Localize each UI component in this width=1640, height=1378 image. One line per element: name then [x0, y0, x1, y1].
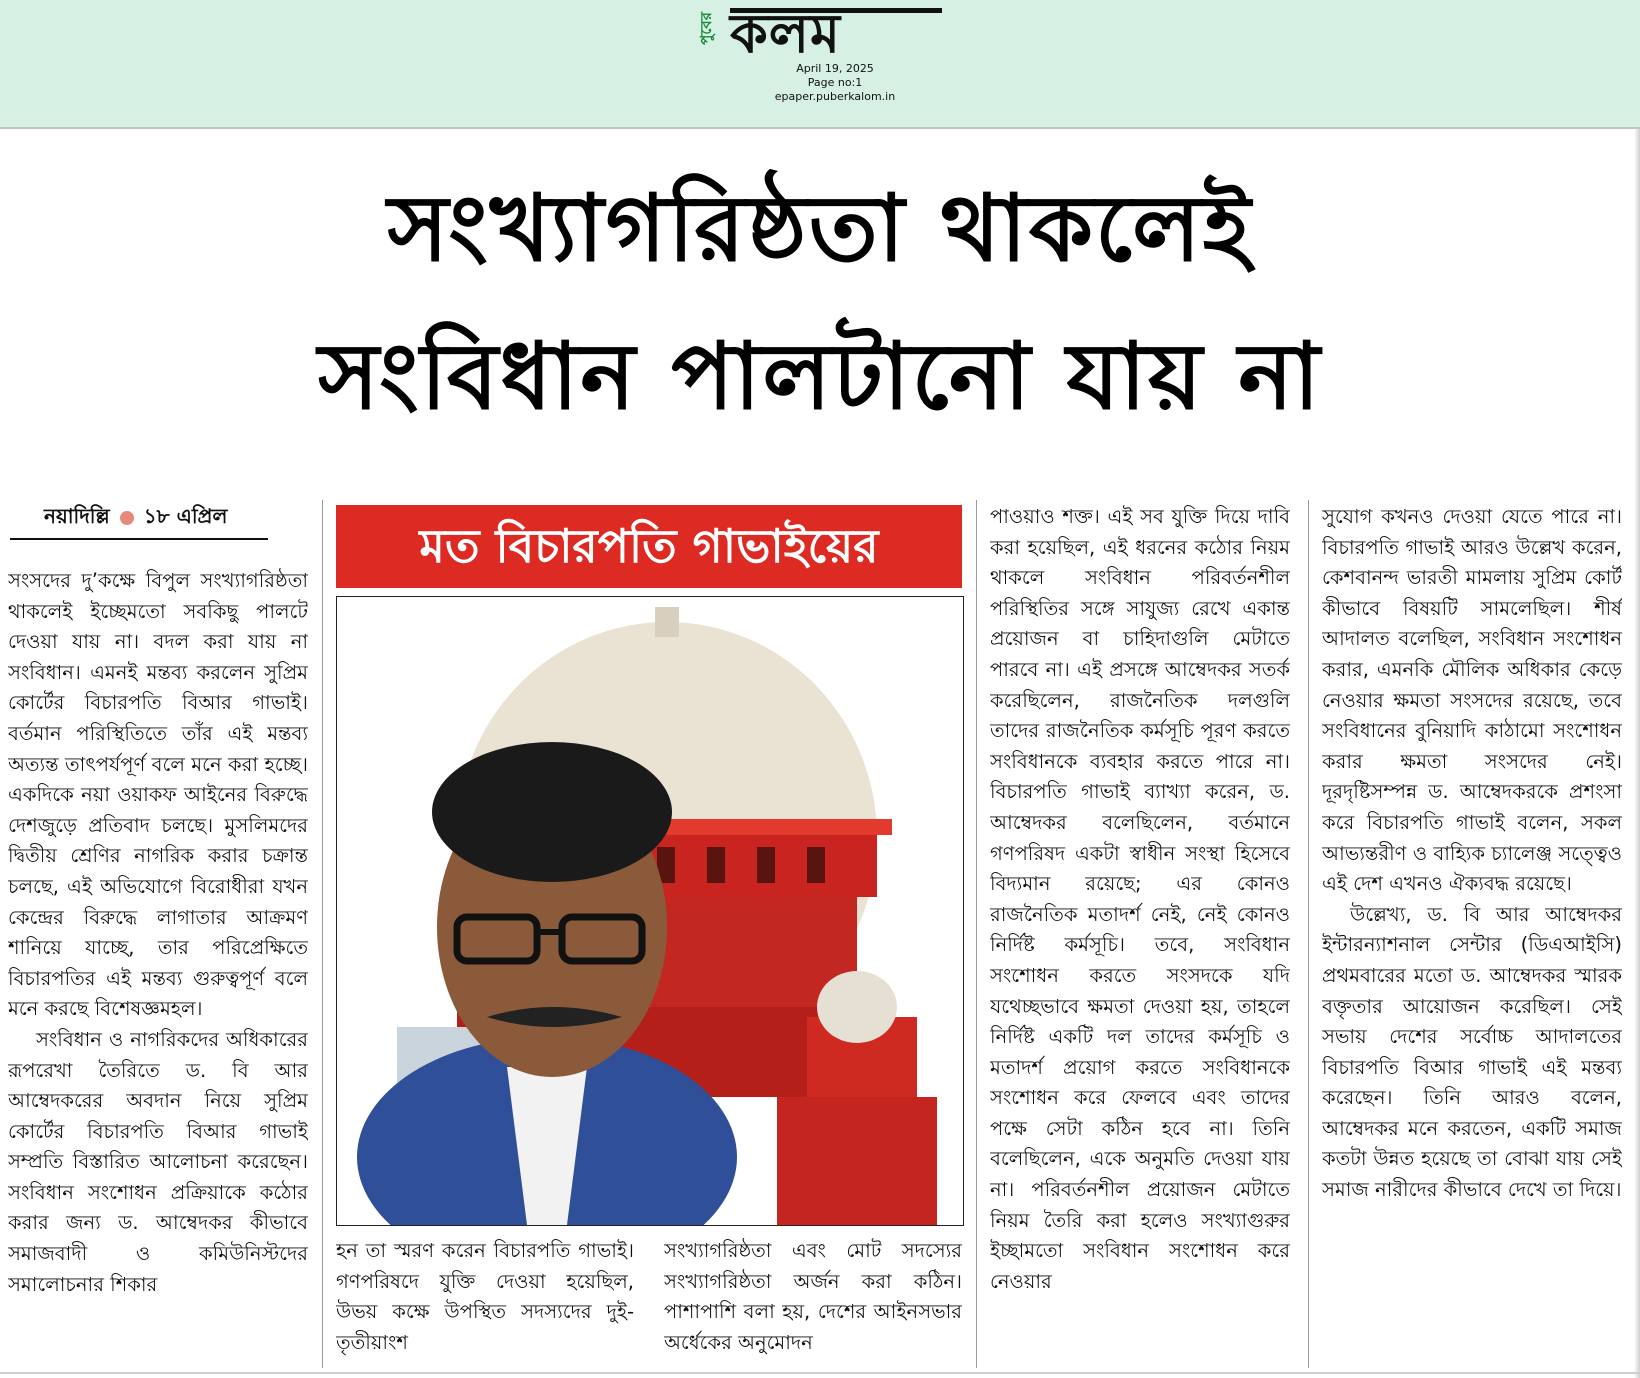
article-column-1	[8, 566, 308, 1366]
banner-rule	[0, 127, 1640, 129]
column-rule	[322, 500, 323, 1368]
dome-finial	[655, 607, 679, 637]
edition-site[interactable]: epaper.puberkalom.in	[774, 90, 896, 103]
page-edge	[1634, 129, 1640, 1378]
masthead-banner	[0, 0, 1640, 127]
column-rule	[976, 500, 977, 1368]
paragraph: সংবিধান ও নাগরিকদের অধিকারের রূপরেখা তৈরিতে ড. বি আর আম্বেদকরের অবদান নিয়ে সুপ্রিম কোর্টের বিচারপতি বিআর গাভাই সম্প্রতি বিস্তারিত আলোচনা করেছেন। সংবিধান সংশোধন প্রক্রিয়াকে কঠোর করার জন্য ড. আম্বেদকর কীভাবে সমাজবাদী ও কমিউনিস্টদের সমালোচনার শিকার	[8, 1027, 308, 1296]
hair	[432, 742, 672, 882]
portico	[777, 1097, 937, 1225]
small-dome	[817, 971, 897, 1043]
article-column-4	[990, 502, 1290, 1368]
column-rule	[1308, 500, 1309, 1368]
dateline-place: নয়াদিল্লি	[44, 503, 110, 528]
paragraph: সংখ্যাগরিষ্ঠতা এবং মোট সদস্যের সংখ্যাগরিষ্ঠতা অর্জন করা কঠিন। পাশাপাশি বলা হয়, দেশের আইনসভার অর্ধেকের অনুমোদন	[664, 1239, 962, 1354]
logo-small-text: পুবের	[697, 12, 715, 45]
headline-line-1: সংখ্যাগরিষ্ঠতা থাকলেই	[387, 174, 1253, 282]
logo-main-text: কলম	[730, 2, 841, 65]
paragraph: সংসদের দু’কক্ষে বিপুল সংখ্যাগরিষ্ঠতা থাকলেই ইচ্ছেমতো সবকিছু পালটে দেওয়া যায় না। বদল করা যায় না সংবিধান। এমনই মন্তব্য করলেন সুপ্রিম কোর্টের বিচারপতি বিআর গাভাই। বর্তমান পরিস্থিতিতে তাঁর এই মন্তব্য অত্যন্ত তাৎপর্যপূর্ণ বলে মনে করা হচ্ছে। একদিকে নয়া ওয়াকফ আইনের বিরুদ্ধে দেশজুড়ে প্রতিবাদ চলছে। মুসলিমদের দ্বিতীয় শ্রেণির নাগরিক করার চক্রান্ত চলছে, এই অভিযোগে বিরোধীরা যখন কেন্দ্রের বিরুদ্ধে লাগাতার আক্রমণ শানিয়ে যাচ্ছে, তার পরিপ্রেক্ষিতে বিচারপতির এই মন্তব্য গুরুত্বপূর্ণ বলে মনে করছে বিশেষজ্ঞমহল।	[8, 569, 308, 1021]
article-column-5	[1322, 502, 1622, 1368]
paragraph: পাওয়াও শক্ত। এই সব যুক্তি দিয়ে দাবি করা হয়েছিল, এই ধরনের কঠোর নিয়ম থাকলে সংবিধান পরিবর্তনশীল পরিস্থিতির সঙ্গে সাযুজ্য রেখে একান্ত প্রয়োজন বা চাহিদাগুলি মেটাতে পারবে না। এই প্রসঙ্গে আম্বেদকর সতর্ক করেছিলেন, রাজনৈতিক দলগুলি তাদের রাজনৈতিক কর্মসূচি পূরণ করতে সংবিধানকে ব্যবহার করতে পারে না। বিচারপতি গাভাই ব্যাখ্যা করেন, ড. আম্বেদকর বলেছিলেন, বর্তমানে গণপরিষদ একটা স্বাধীন সংস্থা হিসেবে বিদ্যমান রয়েছে; এর কোনও রাজনৈতিক মতাদর্শ নেই, নেই কোনও নির্দিষ্ট কর্মসূচি। তবে, সংবিধান সংশোধন করতে সংসদকে যদি যথেচ্ছভাবে ক্ষমতা দেওয়া হয়, তাহলে নির্দিষ্ট একটি দল তাদের কর্মসূচি ও মতাদর্শ প্রয়োগ করতে সংবিধানকে সংশোধন করে ফেলবে এবং তাদের পক্ষে সেটা কঠিন হবে না। তিনি বলেছিলেন, একে অনুমতি দেওয়া যায় না। পরিবর্তনশীল প্রয়োজন মেটাতে নিয়ম তৈরি করা হলেও সংখ্যাগুরুর ইচ্ছামতো সংবিধান সংশোধন করে নেওয়ার	[990, 505, 1290, 1293]
article-column-3	[664, 1236, 962, 1368]
article-column-2	[336, 1236, 634, 1368]
kicker-banner: মত বিচারপতি গাভাইয়ের	[336, 505, 962, 588]
paragraph: হন তা স্মরণ করেন বিচারপতি গাভাই। গণপরিষদে যুক্তি দেওয়া হয়েছিল, উভয় কক্ষে উপস্থিত সদস্যদের দুই-তৃতীয়াংশ	[336, 1239, 634, 1354]
article-photo[interactable]	[336, 596, 964, 1226]
supreme-court-illustration	[337, 597, 963, 1225]
edition-meta	[740, 62, 930, 104]
bottom-rule	[0, 1372, 1640, 1374]
dateline-rule	[10, 538, 268, 540]
edition-date: April 19, 2025	[796, 62, 874, 75]
edition-page: Page no:1	[807, 76, 863, 89]
paragraph: উল্লেখ্য, ড. বি আর আম্বেদকর ইন্টারন্যাশনাল সেন্টার (ডিএআইসি) প্রথমবারের মতো ড. আম্বেদকর স্মারক বক্তৃতার আয়োজন করেছিল। সেই সভায় দেশের সর্বোচ্চ আদালতের বিচারপতি বিআর গাভাই এই মন্তব্য করেছেন। তিনি আরও বলেন, আম্বেদকর মনে করতেন, একটি সমাজ কতটা উন্নত হয়েছে তা বোঝা যায় সেই সমাজ নারীদের কীভাবে দেখে তা দিয়ে।	[1322, 902, 1622, 1202]
headline-line-2: সংবিধান পালটানো যায় না	[318, 322, 1322, 430]
paragraph: সুযোগ কখনও দেওয়া যেতে পারে না। বিচারপতি গাভাই আরও উল্লেখ করেন, কেশবানন্দ ভারতী মামলায় সুপ্রিম কোর্ট কীভাবে বিষয়টি সামলেছিল। শীর্ষ আদালত বলেছিল, সংবিধান সংশোধন করার, এমনকি মৌলিক অধিকার কেড়ে নেওয়ার ক্ষমতা সংসদের রয়েছে, তবে সংবিধানের বুনিয়াদি কাঠামো সংশোধন করার ক্ষমতা সংসদের নেই। দূরদৃষ্টিসম্পন্ন ড. আম্বেদকরকে প্রশংসা করে বিচারপতি গাভাই বলেন, সকল আভ্যন্তরীণ ও বাহ্যিক চ্যালেঞ্জ সত্ত্বেও এই দেশ এখনও ঐক্যবদ্ধ রয়েছে।	[1322, 505, 1622, 896]
dateline-date: ১৮ এপ্রিল	[143, 503, 228, 528]
bullet-dot-icon	[120, 511, 134, 525]
dateline	[44, 502, 227, 534]
